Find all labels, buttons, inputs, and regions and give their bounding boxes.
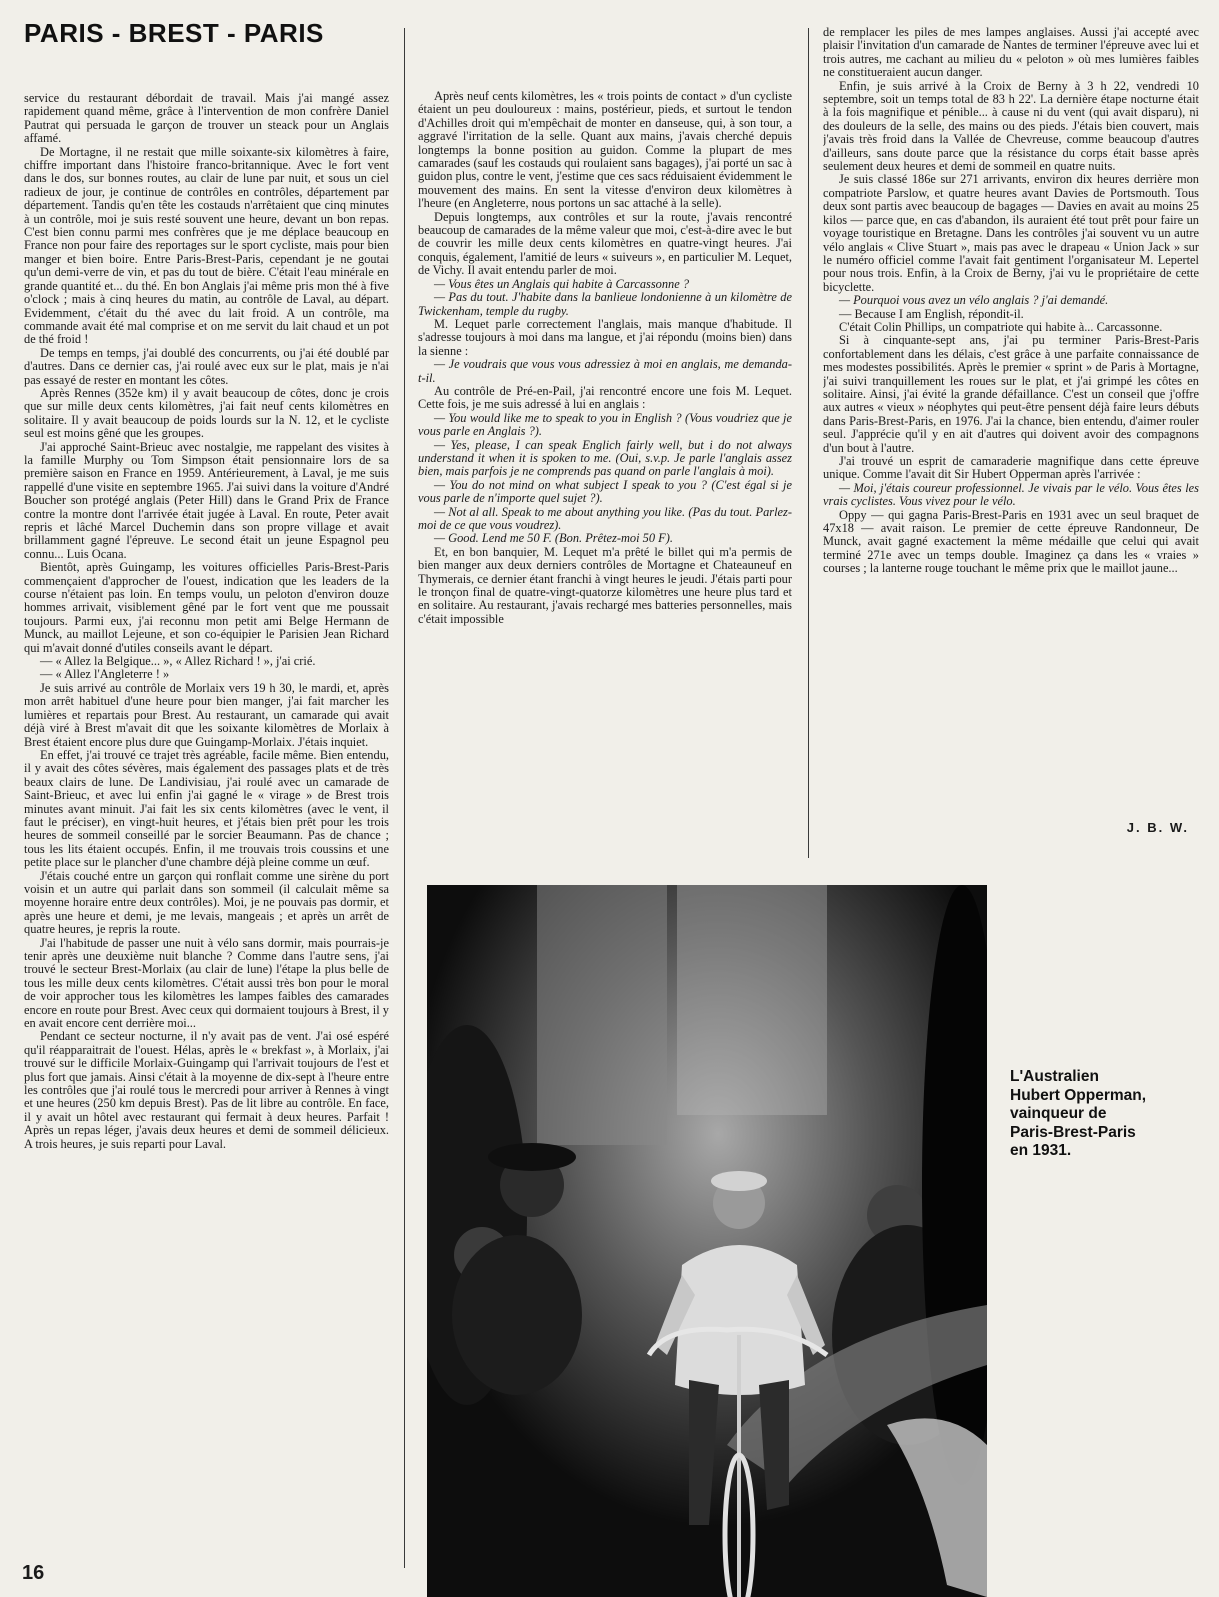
paragraph: J'ai l'habitude de passer une nuit à vélo sans dormir, mais pourrais-je tenir après une deuxième nuit blanche ? Comme dans l'autre sens, j'ai trouvé le secteur Brest-Morlaix (au clair de lune) l'étape la plus belle de tous les mille deux cents kilomètres. C'était aussi très bon pour le moral de voir approcher tous les kilomètres les lampes faibles des camarades encore en route pour Brest. Avec ceux qui dormaient toujours à Brest, il y en avait encore cent derrière moi... bbox=[24, 935, 389, 1031]
dialogue-line: — You would like me to speak to you in English ? (Vous voudriez que je vous parle en Anglais ?). bbox=[418, 410, 792, 439]
paragraph: Oppy — qui gagna Paris-Brest-Paris en 1931 avec un seul braquet de 47x18 — avait raison. Le premier de cette épreuve Randonneur, De Munck, avait gagné exactement la même médaille que celui qui avait terminé 271e avec un temps double. Imaginez ça dans les « vraies » courses ; la lanterne rouge touchant le même prix que le maillot jaune... bbox=[823, 507, 1199, 576]
paragraph: — « Allez l'Angleterre ! » bbox=[40, 667, 170, 682]
paragraph: Je suis arrivé au contrôle de Morlaix vers 19 h 30, le mardi, et, après mon arrêt habituel d'une heure pour bien manger, j'ai fait marcher les lumières et repartais pour Brest. Au restaurant, un camarade qui avait déjà viré à Brest m'avait dit que les soixante kilomètres de Morlaix à Brest étaient encore plus dure que Guingamp-Morlaix. J'étais inquiet. bbox=[24, 680, 389, 749]
dialogue-line: — You do not mind on what subject I speak to you ? (C'est égal si je vous parle de n'importe quel sujet ?). bbox=[418, 477, 792, 506]
paragraph: Pendant ce secteur nocturne, il n'y avait pas de vent. J'ai osé espéré qu'il réapparaitrait de l'ouest. Hélas, après le « brekfast », à Morlaix, j'ai trouvé sur le difficile Morlaix-Guingamp qui l'arrivait toujours de l'est et plus fort que jamais. Ainsi c'était à la moyenne de dix-sept à l'heure entre les contrôles que j'ai roulé tous le mercredi pour arriver à Rennes à vingt et une heures (250 km depuis Brest). Pas de lit libre au contrôle. En face, il y avait un hôtel avec restaurant qui fermait à deux heures. Parfait ! Après un repas léger, j'avais deux heures et demi de sommeil délicieux. A trois heures, je suis reparti pour Laval. bbox=[24, 1029, 389, 1151]
paragraph: Au contrôle de Pré-en-Pail, j'ai rencontré encore une fois M. Lequet. Cette fois, je me suis adressé à lui en anglais : bbox=[418, 383, 792, 412]
dialogue-line: — Good. Lend me 50 F. (Bon. Prêtez-moi 50 F). bbox=[434, 531, 673, 546]
dialogue-line: — Not al all. Speak to me about anything you like. (Pas du tout. Parlez-moi de ce que vous voudrez). bbox=[418, 504, 792, 532]
caption-line: vainqueur de bbox=[1010, 1105, 1107, 1122]
paragraph: Depuis longtemps, aux contrôles et sur la route, j'avais rencontré beaucoup de camarades de la même valeur que moi, c'est-à-dire avec le but de couvrir les mille deux cents kilomètres en quatre-vingt heures. J'ai conquis, également, l'amitié de leurs « suiveurs », en particulier M. Lequet, de Vichy. Il avait entendu parler de moi. bbox=[418, 209, 792, 278]
paragraph: C'était Colin Phillips, un compatriote qui habite à... Carcassonne. bbox=[839, 319, 1163, 334]
article-column-3 bbox=[823, 26, 1199, 852]
article-column-1 bbox=[24, 92, 389, 1552]
caption-line: L'Australien bbox=[1010, 1068, 1099, 1085]
dialogue-line: — Pourquoi vous avez un vélo anglais ? j'ai demandé. bbox=[839, 293, 1109, 308]
dialogue-line: — Je voudrais que vous vous adressiez à moi en anglais, me demanda-t-il. bbox=[418, 357, 792, 385]
dialogue-line: — Because I am English, répondit-il. bbox=[839, 306, 1024, 321]
paragraph: service du restaurant débordait de travail. Mais j'ai mangé assez rapidement quand même, grâce à l'intervention de mon confrère Daniel Pautrat qui persuada le garçon de trouver un steack pour un Anglais affamé. bbox=[24, 92, 389, 146]
paragraph: Après Rennes (352e km) il y avait beaucoup de côtes, donc je crois que sur mille deux cents kilomètres, j'ai fait neuf cents kilomètres en solitaire. Il y avait beaucoup de poids lourds sur la N. 12, et le cycliste seul est moins gêné que les groupes. bbox=[24, 385, 389, 441]
dialogue-line: — Moi, j'étais coureur professionnel. Je vivais par le vélo. Vous êtes les vrais cyclistes. Vous vivez pour le vélo. bbox=[823, 480, 1199, 509]
paragraph: Enfin, je suis arrivé à la Croix de Berny à 3 h 22, vendredi 10 septembre, soit un temps total de 83 h 22'. La dernière étape nocturne était à la fois magnifique et pénible... à cause ni du vent (qui avait disparu), ni des douleurs de la selle, des mains ou des pieds. J'étais bien couvert, mais j'avais très froid dans la Vallée de Chevreuse, comme beaucoup d'autres d'ailleurs, sans doute parce que la résistance du corps était basse après seulement deux heures et demi de sommeil en quatre nuits. bbox=[823, 78, 1199, 174]
dialogue-line: — Vous êtes un Anglais qui habite à Carcassonne ? bbox=[434, 276, 690, 291]
paragraph: J'ai approché Saint-Brieuc avec nostalgie, me rappelant des visites à la famille Murphy ou Tom Simpson était pensionnaire lors de sa première saison en France en 1959. Antérieurement, à Laval, je me suis rappellé d'une visite en septembre 1965. J'ai suivi dans la voiture d'André Boucher son protégé anglais (Peter Hill) dans le Grand Prix de France contre la montre dont l'arrivée était jugée à Laval. En route, Peter avait repris et lâché Marcel Duchemin dans son propre village et avait brillamment gagné l'épreuve. Le second était un jeune Espagnol peu connu... Luis Ocana. bbox=[24, 439, 389, 561]
paragraph: J'étais couché entre un garçon qui ronflait comme une sirène du port voisin et un autre qui parlait dans son sommeil (il calculait même sa moyenne horaire entre deux contrôles). Moi, je ne pouvais pas dormir, et après une heure et demi, je me levais, mangeais ; et après un arrêt de quatre heures, je repris la route. bbox=[24, 868, 389, 937]
paragraph: En effet, j'ai trouvé ce trajet très agréable, facile même. Bien entendu, il y avait des côtes sévères, mais également des passages plats et de très beaux clairs de lune. De Landivisiau, j'ai roulé avec un camarade de Saint-Brieuc, et avec lui enfin j'ai gagné le « virage » de Brest trois minutes avant minuit. J'ai fait les six cents kilomètres (avec le vent, il faut le préciser), en vingt-huit heures, et j'étais bien prêt pour les trois heures de sommeil conseillé par le sorcier Beaumann. Pas de chance ; tous les lits étaient occupés. Enfin, il me trouvais trois coussins et une petite place sur le plancher d'une chambre déjà pleine comme un œuf. bbox=[24, 747, 389, 870]
column-rule bbox=[404, 28, 405, 1568]
paragraph: M. Lequet parle correctement l'anglais, mais manque d'habitude. Il s'adresse toujours à moi dans ma langue, et j'ai répondu (moins bien) dans la sienne : bbox=[418, 316, 792, 358]
paragraph: De Mortagne, il ne restait que mille soixante-six kilomètres à faire, chiffre important dans l'histoire franco-britannique. Avec le fort vent dans le dos, sur bonnes routes, au clair de lune par nuit, et sous un ciel radieux de jour, je continue de contrôles en contrôles, département par département. Tandis qu'en tête les costauds n'arrêtaient que cinq minutes à un contrôle, moi je suis resté souvent une heure, devant un bon repas. C'est bien connu parmi mes confrères que je me déplace beaucoup en France non pour faire des reportages sur le sport cycliste, mais pour bien manger et bien boire. Entre Paris-Brest-Paris, cependant je ne goutai qu'un demi-verre de vin, et pas du tout de bière. C'était l'eau minérale en grande quantité et... du thé. En bon Anglais j'ai même pris mon thé à five o'clock ; mais à cinq heures du matin, au contrôle de Laval, au départ. Evidemment, c'était du thé avec du lait froid. A un contrôle, ma commande avait été mal comprise et on me servit du lait chaud et un pot de thé froid ! bbox=[24, 144, 389, 347]
paragraph: De temps en temps, j'ai doublé des concurrents, ou j'ai été doublé par d'autres. Dans ce dernier cas, j'ai roulé avec eux sur le plat, mais je n'ai pas essayé de rester en montant les côtes. bbox=[24, 345, 389, 387]
caption-line: en 1931. bbox=[1010, 1142, 1072, 1159]
caption-line: Paris-Brest-Paris bbox=[1010, 1123, 1136, 1141]
column-rule bbox=[808, 28, 809, 858]
article-column-2 bbox=[418, 90, 792, 852]
paragraph: de remplacer les piles de mes lampes anglaises. Aussi j'ai accepté avec plaisir l'invitation d'un camarade de Nantes de terminer l'épreuve avec lui et trois autres, me cachant au milieu du « peloton » où mes lumières faibles ne constitueraient aucun danger. bbox=[823, 26, 1199, 80]
dialogue-line: — Pas du tout. J'habite dans la banlieue londonienne à un kilomètre de Twickenham, temple du rugby. bbox=[418, 290, 792, 318]
page-number: 16 bbox=[22, 1562, 45, 1584]
cyclist-photo bbox=[427, 885, 987, 1597]
paragraph: Si à cinquante-sept ans, j'ai pu terminer Paris-Brest-Paris confortablement dans les délais, c'est grâce à une parfaite connaissance de mes modestes possibilités. Après le premier « sprint » de Paris à Mortagne, j'ai suivi tranquillement les roues sur le plat, et j'ai grimpé les côtes en solitaire. Ainsi, j'ai évité la grande défaillance. C'est un conseil que j'offre aux autres « vieux » néophytes qui peut-être pensent déjà faire leurs débuts dans Paris-Brest-Paris, en 1976. J'ai la chance, bien entendu, d'aimer rouler seul. J'apprécie qu'il y en ait d'autres qui doivent avoir des compagnons d'un bout à l'autre. bbox=[823, 333, 1199, 455]
photo-caption bbox=[1010, 1068, 1200, 1161]
author-signature: J. B. W. bbox=[1126, 820, 1189, 835]
paragraph: Je suis classé 186e sur 271 arrivants, environ dix heures derrière mon compatriote Parslow, et quatre heures avant Davies de Portsmouth. Tous deux sont partis avec beaucoup de bagages — Davies en avait au moins 25 kilos — parce que, en cas d'abandon, ils auraient été tout prêt pour faire un voyage touristique en Bretagne. Dans les contrôles j'ai souvent vu un autre vélo anglais « Clive Stuart », mais pas avec le drapeau « Union Jack » sur le numéro officiel comme l'avait fait gentiment l'organisateur M. Lepertel pour nous trois. Enfin, à la Croix de Berny, j'ai vu le propriétaire de cette bicyclette. bbox=[823, 172, 1199, 294]
dialogue-line: — Yes, please, I can speak Englich fairly well, but i do not always understand it when it is spoken to me. (Oui, s.v.p. Je parle l'anglais assez bien, mais parfois je ne comprends pas quand on parle l'anglais à moi). bbox=[418, 437, 792, 479]
paragraph: Bientôt, après Guingamp, les voitures officielles Paris-Brest-Paris commençaient d'approcher de l'ouest, indication que les leaders de la course n'étaient pas loin. En temps voulu, un peloton d'environ douze hommes arrivait, visiblement gêné par le fort vent que me poussait toujours. Parmi eux, j'ai reconnu mon petit ami Belge Hermann de Munck, au maillot Lejeune, et son co-équipier le Parisien Jean Richard qui m'avait donné d'utiles conseils avant le départ. bbox=[24, 560, 389, 655]
paragraph: J'ai trouvé un esprit de camaraderie magnifique dans cette épreuve unique. Comme l'avait dit Sir Hubert Opperman après l'arrivée : bbox=[823, 454, 1199, 482]
caption-line: Hubert Opperman, bbox=[1010, 1086, 1147, 1104]
cyclist-illustration bbox=[427, 885, 987, 1597]
paragraph: Après neuf cents kilomètres, les « trois points de contact » d'un cycliste étaient un peu douloureux : mains, postérieur, pieds, et surtout le tendon d'Achilles droit qui m'empêchait de monter en danseuse, qui, à son tour, a aggravé l'irritation de la selle. Quant aux mains, j'avais cherché depuis longtemps la bonne position au guidon. Comme la plupart de mes camarades (sauf les costauds qui roulaient sans bagages), j'ai porté un sac à guidon plus, contre le vent, j'estime que ces sacs réduisaient évidemment le mouvement des mains. En sent la vitesse d'environ deux kilomètres à l'heure (en Angleterre, nous portons un sac attaché à la selle). bbox=[418, 90, 792, 211]
paragraph: — « Allez la Belgique... », « Allez Richard ! », j'ai crié. bbox=[40, 654, 316, 669]
paragraph: Et, en bon banquier, M. Lequet m'a prêté le billet qui m'a permis de bien manger aux deux derniers contrôles de Mortagne et Chateauneuf en Thymerais, ce dernier étant franchi à vingt heures le jeudi. J'étais parti pour le tronçon final de quatre-vingt-quatorze kilomètres une heure plus tard et en solitaire. Au restaurant, j'avais rechargé mes batteries personnelles, mais c'était impossible bbox=[418, 544, 792, 626]
page-header-title: PARIS - BREST - PARIS bbox=[24, 18, 324, 48]
